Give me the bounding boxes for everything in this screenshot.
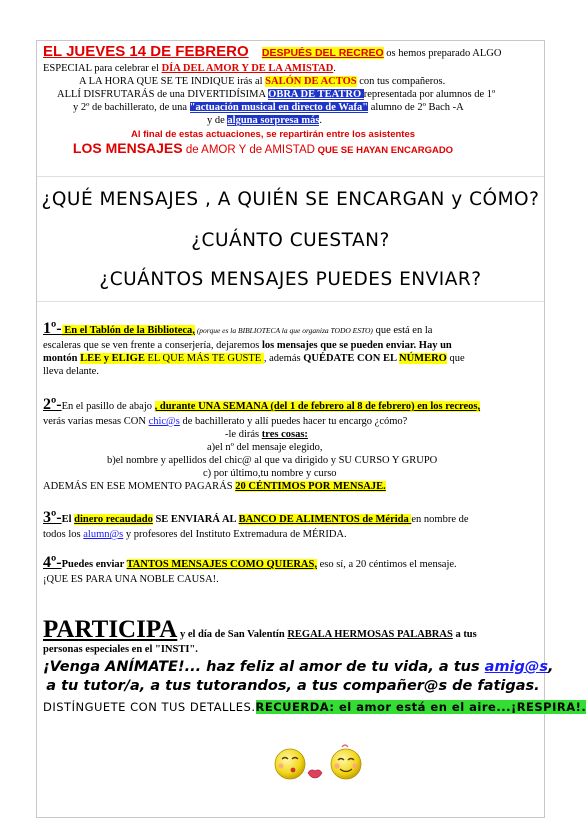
header-line1-end: os hemos preparado ALGO xyxy=(383,48,502,59)
dinero-recaudado: dinero recaudado xyxy=(74,514,153,525)
step-1-note: (porque es la BIBLIOTECA la que organiza TODO ESTO) xyxy=(194,326,373,335)
header-line4-start: ALLÍ DISFRUTARÁS de una DIVERTIDÍSIMA xyxy=(57,89,269,100)
step-1-l2-start: escaleras que se ven frente a conserjería, dejaremos xyxy=(43,340,262,351)
step-3-el: El xyxy=(61,514,75,525)
durante-semana: , durante UNA SEMANA (del 1 de febrero al 8 de febrero) en los recreos, xyxy=(154,401,481,412)
closing-v2: a tu tutor/a, a tus tutorandos, a tus compañer@s de fatigas. xyxy=(46,678,540,694)
question-3: ¿CUÁNTOS MENSAJES PUEDES ENVIAR? xyxy=(99,269,482,290)
step-1-l4: lleva delante. xyxy=(43,366,99,377)
question-1: ¿QUÉ MENSAJES , A QUIÉN SE ENCARGAN y CÓMO? xyxy=(41,189,540,210)
step-2-diras: -le dirás xyxy=(225,429,262,440)
header-line3-end: con tus compañeros. xyxy=(356,76,446,87)
step-4-puedes: Puedes enviar xyxy=(61,559,127,570)
header-line6-start: y de xyxy=(207,115,228,126)
step-2-l2-start: verás varias mesas CON xyxy=(43,416,149,427)
header-line5-start: y 2º de bachillerato, de una xyxy=(73,102,190,113)
closing-l2: personas especiales en el "INSTI". xyxy=(43,644,198,655)
sorpresa-highlight: alguna sorpresa más xyxy=(227,115,320,126)
tantos-mensajes: TANTOS MENSAJES COMO QUIERAS, xyxy=(126,559,317,570)
questions-box xyxy=(37,176,544,302)
date-line: EL JUEVES 14 DE FEBRERO xyxy=(43,43,249,60)
step-1-l3-start: montón xyxy=(43,353,81,364)
step-1-l3-mid: , además xyxy=(263,353,304,364)
step-1-l1-end: que está en la xyxy=(372,325,433,336)
header-line2-start: ESPECIAL para celebrar el xyxy=(43,63,162,74)
mas-te-guste: EL QUE MÁS TE GUSTE xyxy=(144,353,264,364)
price-highlight: 20 CÉNTIMOS POR MENSAJE. xyxy=(235,481,386,492)
step-4 xyxy=(43,556,543,586)
step-2-l2-end: de bachillerato y allí puedes hacer tu encargo ¿cómo? xyxy=(179,416,408,427)
step-2-ademas: ADEMÁS EN ESE MOMENTO PAGARÁS xyxy=(43,481,236,492)
regala-palabras: REGALA HERMOSAS PALABRAS xyxy=(287,629,453,640)
header-line4-end: representada por alumnos de 1º xyxy=(363,89,496,100)
los-mensajes: LOS MENSAJES xyxy=(72,140,183,156)
step-3-number: 3º- xyxy=(43,509,62,526)
step-1-title: En el Tablón de la Biblioteca, xyxy=(61,325,195,336)
amigos-link[interactable]: amig@s xyxy=(484,659,549,675)
header-block xyxy=(43,45,543,159)
smiley-blush-right-icon xyxy=(327,741,363,787)
lee-elige: LEE y ELIGE xyxy=(80,353,145,364)
alumnos-link[interactable]: alumn@s xyxy=(83,529,124,540)
tres-cosas: tres cosas: xyxy=(261,429,308,440)
step-2-item-b: b)el nombre y apellidos del chic@ al que va dirigido y SU CURSO Y GRUPO xyxy=(107,455,438,466)
se-enviara: SE ENVIARÁ AL xyxy=(152,514,239,525)
salon-actos: SALÓN DE ACTOS xyxy=(265,76,357,87)
wafa-highlight: "actuación musical en directo de Wafa" xyxy=(189,102,369,113)
numero-highlight: NÚMERO xyxy=(399,353,447,364)
participa: PARTICIPA xyxy=(43,616,178,643)
closing-block xyxy=(43,616,586,717)
step-1-l3-end: que xyxy=(446,353,465,364)
step-1-l2-bold: los mensajes que se pueden enviar. Hay un xyxy=(261,340,452,351)
final-line: Al final de estas actuaciones, se repartirán entre los asistentes xyxy=(130,129,416,140)
step-3-l2-start: todos los xyxy=(43,529,84,540)
step-1 xyxy=(43,322,543,378)
closing-l1-mid: y el día de San Valentín xyxy=(177,629,288,640)
step-2-number: 2º- xyxy=(43,396,62,413)
step-2-item-c: c) por último,tu nombre y curso xyxy=(203,468,337,479)
banco-alimentos: BANCO DE ALIMENTOS de Mérida xyxy=(238,514,412,525)
distinguete: DISTÍNGUETE CON TUS DETALLES. xyxy=(43,700,256,714)
closing-l1-end: a tus xyxy=(452,629,477,640)
chicos-link[interactable]: chic@s xyxy=(148,416,180,427)
step-2-item-a: a)el nº del mensaje elegido, xyxy=(207,442,323,453)
step-2 xyxy=(43,398,543,493)
closing-v1-start: ¡Venga ANÍMATE!... haz feliz al amor de tu vida, a tus xyxy=(43,659,485,675)
hayan-encargado: QUE SE HAYAN ENCARGADO xyxy=(314,145,454,156)
step-3 xyxy=(43,511,543,541)
closing-v1-end: , xyxy=(548,659,554,675)
step-2-l1-start: En el pasillo de abajo xyxy=(61,401,155,412)
header-line2-end: . xyxy=(333,63,336,74)
amor-amistad: de AMOR Y de AMISTAD xyxy=(182,144,315,156)
step-3-l2-end: y profesores del Instituto Extremadura de MÉRIDA. xyxy=(123,529,347,540)
flyer-page xyxy=(36,40,586,818)
step-1-number: 1º- xyxy=(43,320,62,337)
step-4-l1-end: eso sí, a 20 céntimos el mensaje. xyxy=(316,559,457,570)
step-4-number: 4º- xyxy=(43,554,62,571)
day-love: DÍA DEL AMOR Y DE LA AMISTAD xyxy=(161,63,334,74)
lips-icon xyxy=(307,766,323,780)
header-line3-start: A LA HORA QUE SE TE INDIQUE irás al xyxy=(79,76,266,87)
after-break: DESPUÉS DEL RECREO xyxy=(261,47,384,59)
header-line6-end: . xyxy=(319,115,323,126)
step-3-l1-end: en nombre de xyxy=(411,514,469,525)
recuerda-highlight: RECUERDA: el amor está en el aire...¡RESPIRA!. xyxy=(255,700,586,714)
obra-teatro: OBRA DE TEATRO xyxy=(268,89,364,100)
quedate: QUÉDATE CON EL xyxy=(303,353,400,364)
question-2: ¿CUÁNTO CUESTAN? xyxy=(191,230,390,251)
header-line5-end: alumno de 2º Bach -A xyxy=(368,102,464,113)
step-4-l2: ¡QUE ES PARA UNA NOBLE CAUSA!. xyxy=(43,574,219,585)
